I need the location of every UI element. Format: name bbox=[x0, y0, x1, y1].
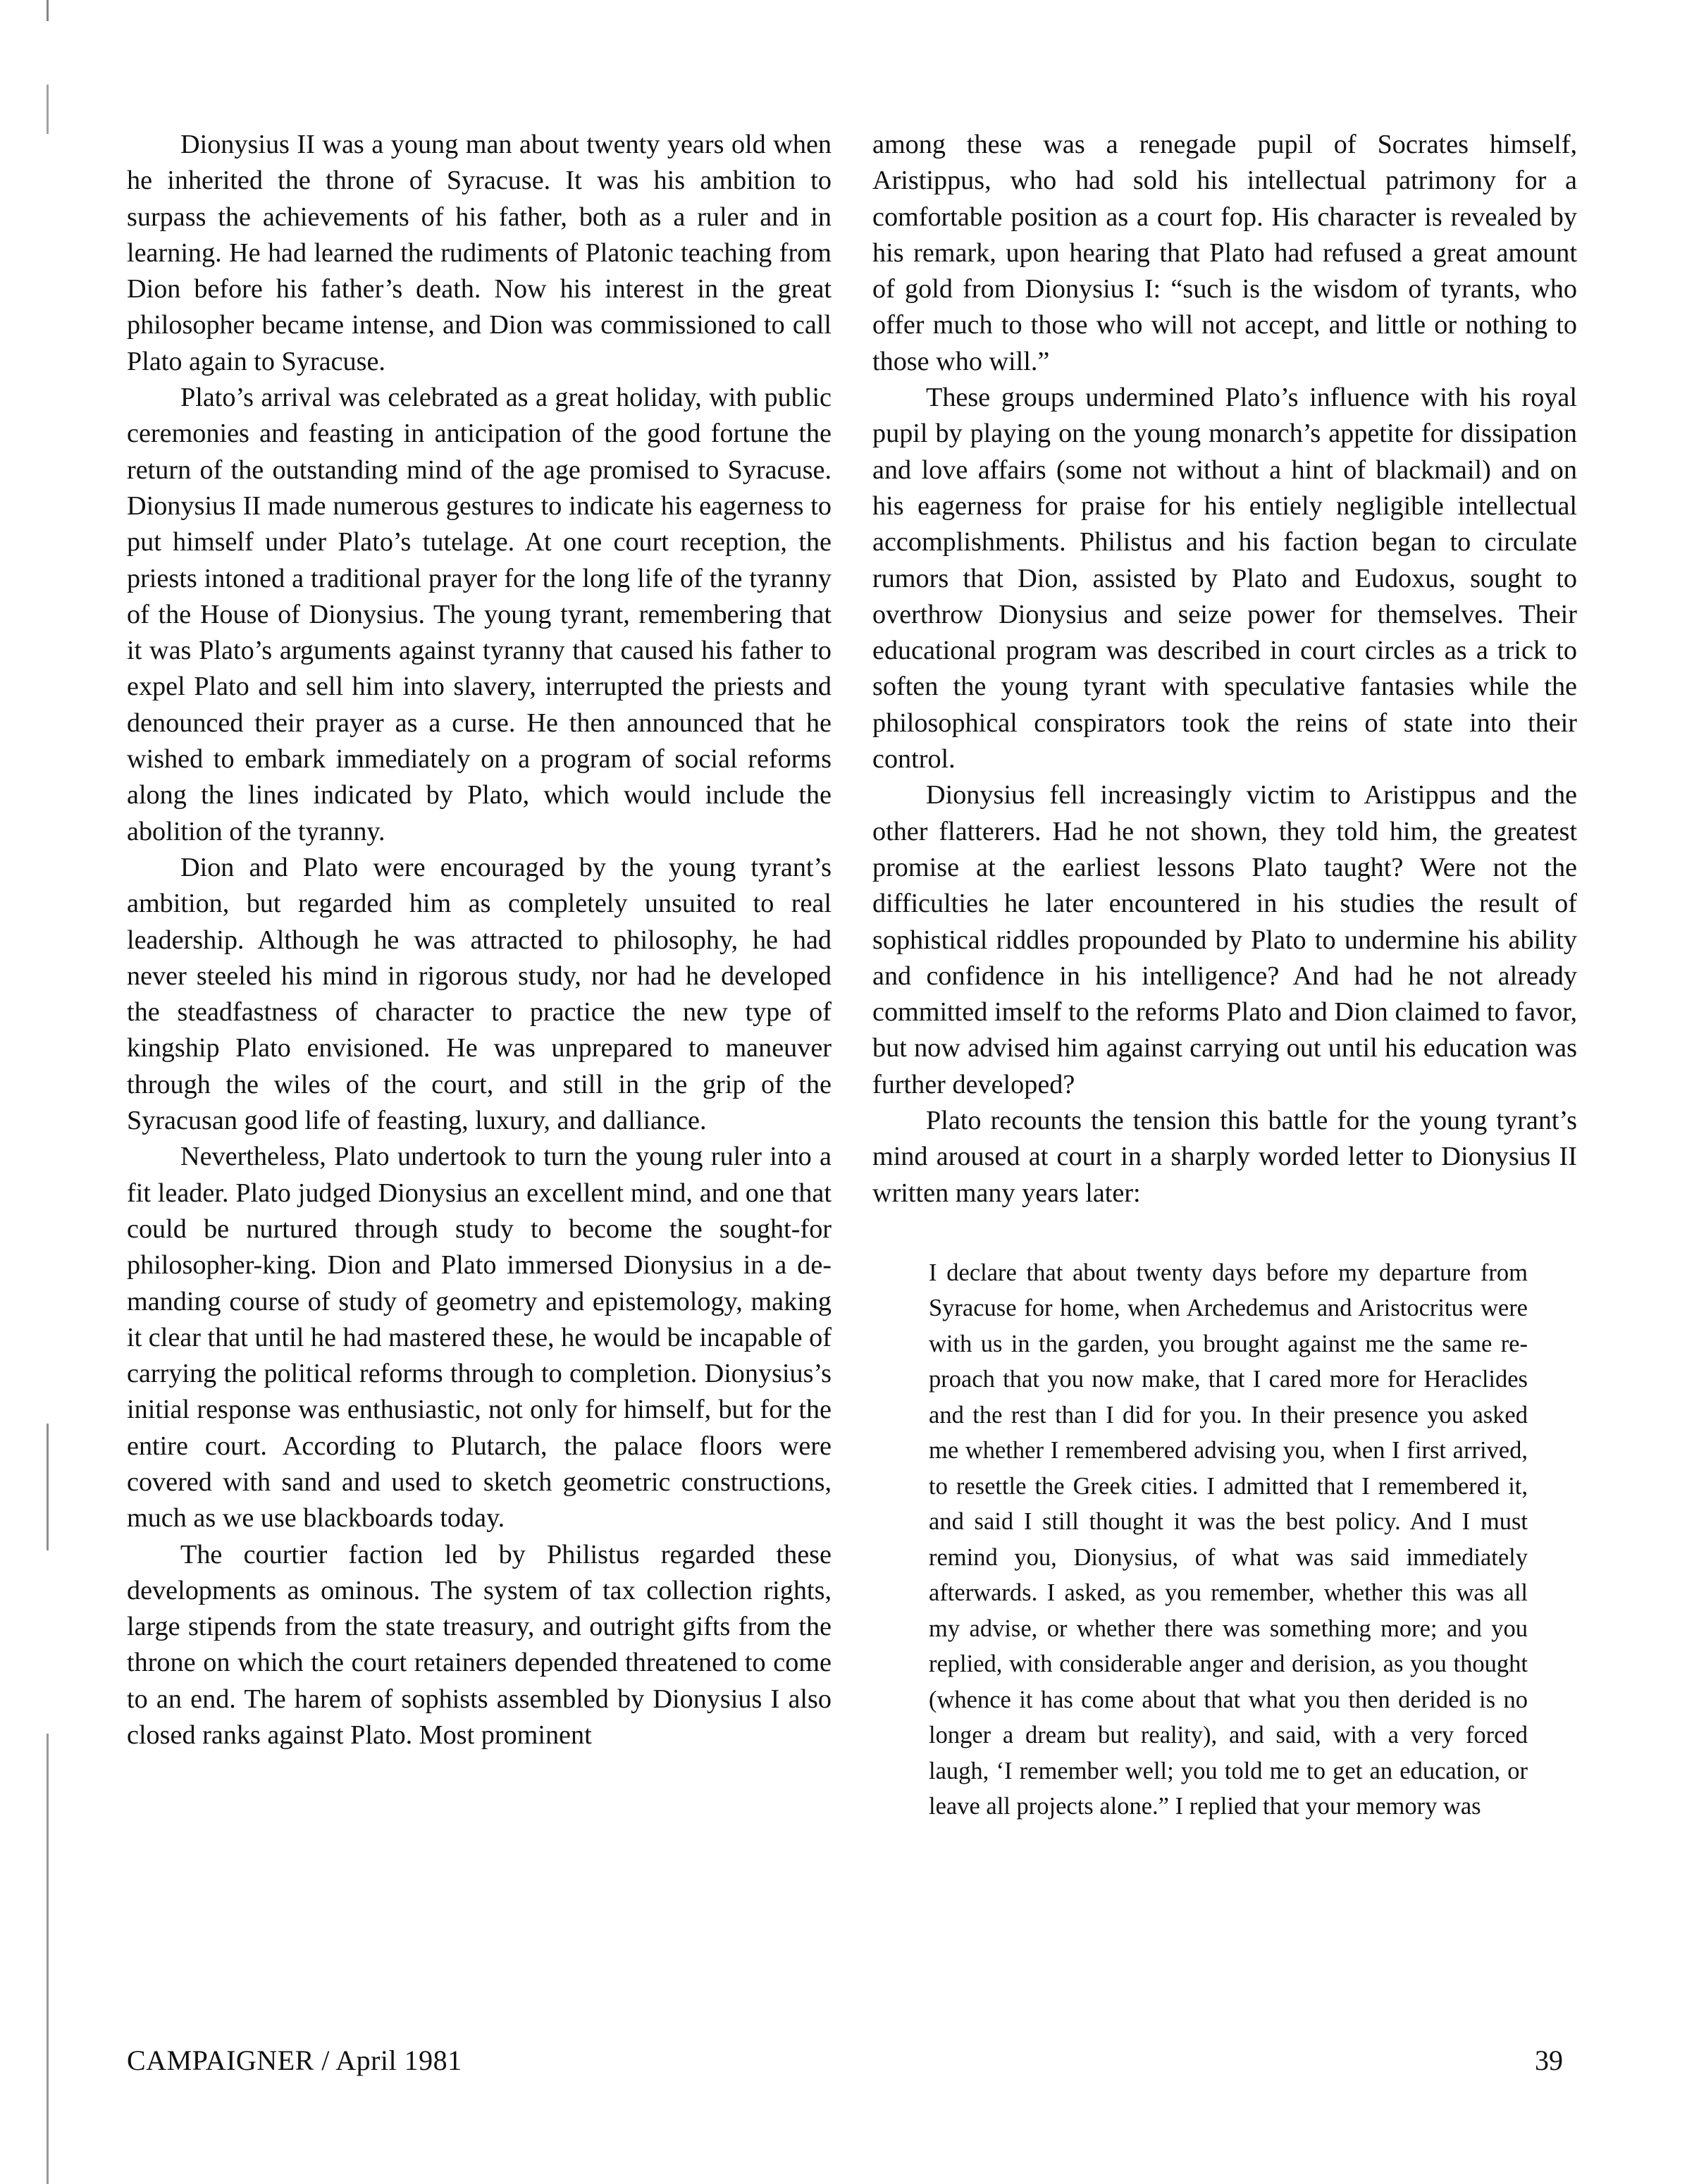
paragraph: The courtier faction led by Philistus regarded these developments as ominous. The system of tax collection rights, large stipends from the state treasury, and outright gifts from the throne on which the court retainers depended threatened to come to an end. The harem of sophists assembled by Dionysius I also closed ranks against Plato. Most prominent bbox=[127, 1539, 832, 1751]
page-number: 39 bbox=[1535, 2044, 1563, 2076]
paragraph: Plato recounts the tension this battle for the young tyrant’s mind aroused at court in a sharply worded letter to Dionysius II written many years later: bbox=[872, 1106, 1577, 1208]
paragraph: Dion and Plato were encouraged by the young tyrant’s ambition, but regarded him as completely unsuited to real leadership. Although he was attracted to philosophy, he had never steeled his mind in rigorous study, nor had he developed the steadfastness of character to practice the new type of kingship Plato envisioned. He was unprepared to maneuver through the wiles of the court, and still in the grip of the Syracusan good life of feasting, luxury, and dalliance. bbox=[127, 852, 832, 1136]
left-column bbox=[127, 127, 832, 1753]
paragraph: Dionysius fell increasingly victim to Aristippus and the other flatterers. Had he not shown, they told him, the greatest promise at the earliest lessons Plato taught? Were not the difficulties he later encountered in his studies the result of sophistical riddles propounded by Plato to undermine his ability and confidence in his intelligence? And had he not already committed imself to the reforms Plato and Dion claimed to favor, but now advised him against carrying out until his education was further developed? bbox=[872, 780, 1577, 1099]
paragraph: These groups undermined Plato’s influence with his royal pupil by playing on the young monarch’s appetite for dissipation and love affairs (some not without a hint of blackmail) and on his eagerness for praise for his entiely negligible intellectual accomplishments. Philistus and his faction began to circulate rumors that Dion, assisted by Plato and Eudoxus, sought to overthrow Dionysius and seize power for themselves. Their educational program was described in court circles as a trick to soften the young tyrant with speculative fantasies while the philosophical conspirators took the reins of state into their control. bbox=[872, 383, 1577, 775]
paragraph: Nevertheless, Plato undertook to turn the young ruler into a fit leader. Plato judged Dionysius an excellent mind, and one that could be nurtured through study to become the sought-for philosopher-king. Dion and Plato immersed Dionysius in a demanding course of study of geometry and epistemology, making it clear that until he had mastered these, he would be incapable of carrying the political reforms through to completion. Dionysius’s initial response was enthusiastic, not only for himself, but for the entire court. According to Plutarch, the palace floors were covered with sand and used to sketch geometric constructions, much as we use blackboards today. bbox=[127, 1142, 832, 1534]
block-quote: I declare that about twenty days before my departure from Syracuse for home, when Archedemus and Aristocritus were with us in the garden, you brought against me the same reproach that you now make, that I cared more for Heraclides and the rest than I did for you. In their presence you asked me whether I remembered advising you, when I first arrived, to resettle the Greek cities. I admitted that I remembered it, and said I still thought it was the best policy. And I must remind you, Dionysius, of what was said immediately afterwards. I asked, as you remember, whether this was all my advise, or whether there was something more; and you replied, with considerable anger and derision, as you thought (whence it has come about that what you then derided is no longer a dream but reality), and said, with a very forced laugh, ‘I remember well; you told me to get an education, or leave all projects alone.” I replied that your memory was bbox=[929, 1259, 1528, 1820]
paragraph: Plato’s arrival was celebrated as a great holiday, with public ceremonies and feasting in anticipation of the good fortune the return of the outstanding mind of the age promised to Syracuse. Dionysius II made numerous gestures to indicate his eagerness to put himself under Plato’s tutelage. At one court reception, the priests intoned a traditional prayer for the long life of the tyranny of the House of Dionysius. The young tyrant, remembering that it was Plato’s arguments against tyranny that caused his father to expel Plato and sell him into slavery, interrupted the priests and denounced their prayer as a curse. He then announced that he wished to embark immediately on a program of social reforms along the lines indicated by Plato, which would include the abolition of the tyranny. bbox=[127, 383, 832, 846]
right-column bbox=[872, 127, 1577, 1825]
publication-footer: CAMPAIGNER / April 1981 bbox=[127, 2044, 462, 2076]
paragraph: among these was a renegade pupil of Socrates himself, Aristippus, who had sold his intellectual patrimony for a comfortable position as a court fop. His character is revealed by his remark, upon hearing that Plato had refused a great amount of gold from Dionysius I: “such is the wisdom of tyrants, who offer much to those who will not accept, and little or nothing to those who will.” bbox=[872, 130, 1577, 376]
paragraph: Dionysius II was a young man about twenty years old when he inherited the throne of Syracuse. It was his ambition to surpass the achievements of his father, both as a ruler and in learning. He had learned the rudiments of Platonic teaching from Dion before his father’s death. Now his interest in the great philosopher became intense, and Dion was commissioned to call Plato again to Syracuse. bbox=[127, 130, 832, 376]
scan-edge-mark bbox=[47, 0, 49, 2184]
